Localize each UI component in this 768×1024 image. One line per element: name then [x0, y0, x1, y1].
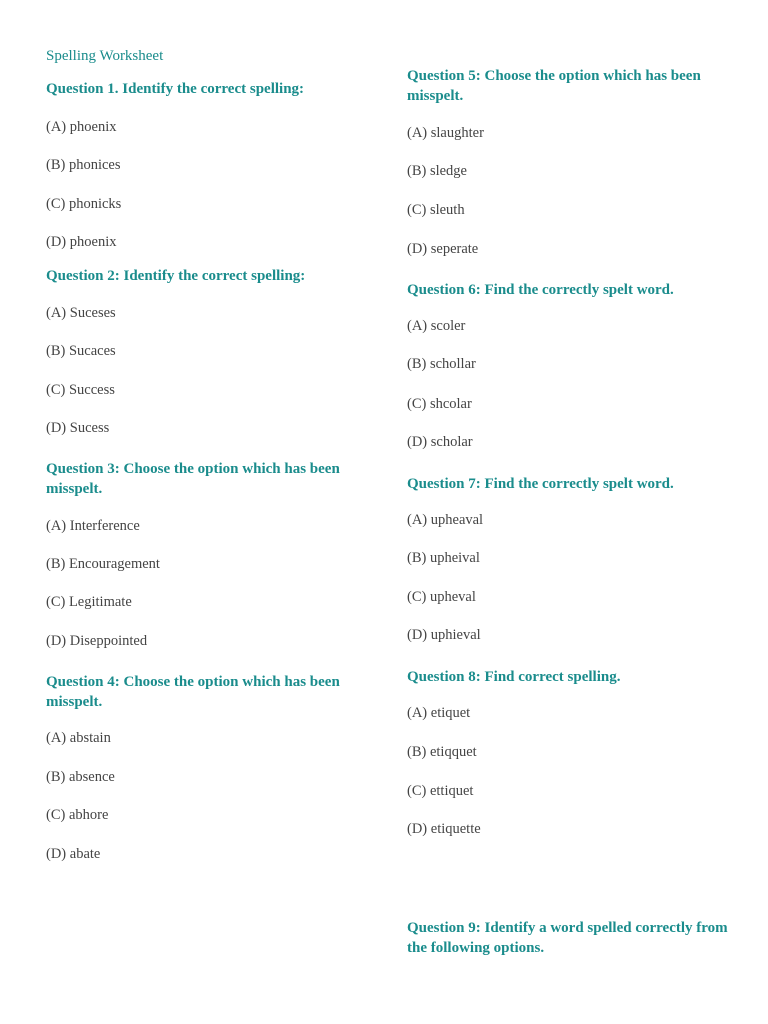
question-2-option-a: (A) Suceses [46, 305, 116, 321]
question-9-text: Question 9: Identify a word spelled correctly from the following options. [407, 920, 728, 956]
question-7-option-b: (B) upheival [407, 550, 480, 566]
question-3-option-d: (D) Diseppointed [46, 633, 148, 649]
question-6-option-a: (A) scoler [407, 318, 466, 334]
question-7-option-c: (C) upheval [407, 589, 476, 605]
question-5-option-d: (D) seperate [407, 241, 479, 257]
question-7-option-d: (D) uphieval [407, 627, 481, 643]
question-6-option-c: (C) shcolar [407, 396, 472, 412]
question-1-text: Question 1. Identify the correct spelling: [46, 81, 305, 97]
question-3-option-b: (B) Encouragement [46, 556, 160, 572]
question-2-option-d: (D) Sucess [46, 420, 110, 436]
worksheet-title: Spelling Worksheet [46, 48, 164, 64]
question-4-option-d: (D) abate [46, 846, 101, 862]
question-8-option-a: (A) etiquet [407, 705, 471, 721]
question-6-text: Question 6: Find the correctly spelt word. [407, 282, 674, 298]
question-8-option-b: (B) etiqquet [407, 744, 477, 760]
question-2-option-c: (C) Success [46, 382, 115, 398]
question-5-option-b: (B) sledge [407, 163, 467, 179]
question-6-option-d: (D) scholar [407, 434, 473, 450]
question-4-text: Question 4: Choose the option which has been misspelt. [46, 674, 340, 710]
question-2-option-b: (B) Sucaces [46, 343, 116, 359]
question-1-option-c: (C) phonicks [46, 196, 122, 212]
question-3-text: Question 3: Choose the option which has been misspelt. [46, 461, 340, 497]
question-1-option-b: (B) phonices [46, 157, 121, 173]
question-1-option-d: (D) phoenix [46, 234, 117, 250]
question-6-option-b: (B) schollar [407, 356, 476, 372]
question-8-option-d: (D) etiquette [407, 821, 481, 837]
question-7-text: Question 7: Find the correctly spelt word. [407, 476, 674, 492]
question-5-text: Question 5: Choose the option which has been misspelt. [407, 68, 701, 104]
question-3-option-c: (C) Legitimate [46, 594, 132, 610]
question-5-option-a: (A) slaughter [407, 125, 484, 141]
question-2-text: Question 2: Identify the correct spelling: [46, 268, 306, 284]
question-8-text: Question 8: Find correct spelling. [407, 669, 621, 685]
question-4-option-c: (C) abhore [46, 807, 109, 823]
question-7-option-a: (A) upheaval [407, 512, 484, 528]
question-4-option-a: (A) abstain [46, 730, 111, 746]
question-8-option-c: (C) ettiquet [407, 783, 474, 799]
question-3-option-a: (A) Interference [46, 518, 140, 534]
question-5-option-c: (C) sleuth [407, 202, 465, 218]
question-4-option-b: (B) absence [46, 769, 115, 785]
question-1-option-a: (A) phoenix [46, 119, 117, 135]
